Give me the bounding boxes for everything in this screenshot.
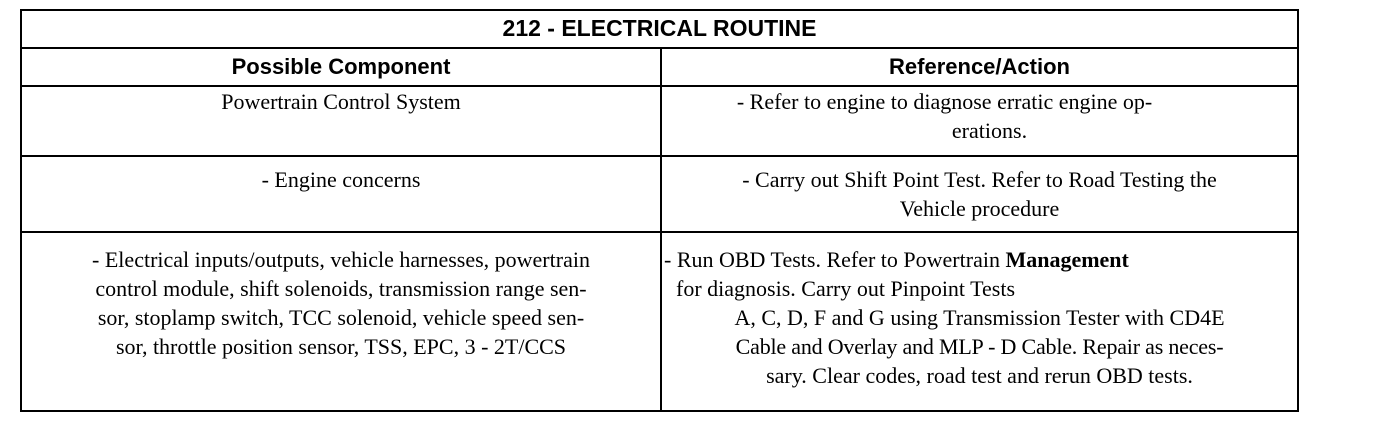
action-line: Vehicle procedure	[899, 196, 1060, 222]
component-line: - Engine concerns	[261, 167, 421, 193]
action-line: erations.	[951, 117, 1028, 143]
component-line: sor, stoplamp switch, TCC solenoid, vehicle speed sen-	[97, 305, 585, 331]
component-line: Powertrain Control System	[221, 88, 461, 114]
title-row	[21, 10, 1298, 48]
action-line: A, C, D, F and G using Transmission Tester with CD4E	[734, 305, 1225, 331]
table-title: 212 - ELECTRICAL ROUTINE	[21, 10, 1298, 48]
action-line-text: - Run OBD Tests. Refer to Powertrain	[664, 247, 1006, 273]
action-line	[662, 245, 1297, 274]
action-line-bold: Management	[1005, 247, 1129, 273]
header-possible-component: Possible Component	[21, 48, 661, 86]
table-row	[21, 86, 1298, 157]
action-line: - Refer to engine to diagnose erratic engine op-	[736, 88, 1153, 114]
action-cell	[661, 86, 1298, 157]
component-cell	[21, 86, 661, 157]
component-line: sor, throttle position sensor, TSS, EPC, 3 - 2T/CCS	[115, 334, 567, 360]
electrical-routine-table	[20, 9, 1299, 412]
table-row	[21, 232, 1298, 411]
action-line: for diagnosis. Carry out Pinpoint Tests	[676, 276, 1016, 302]
action-cell	[661, 156, 1298, 232]
component-cell	[21, 232, 661, 411]
component-line: control module, shift solenoids, transmission range sen-	[95, 276, 587, 302]
header-reference-action: Reference/Action	[661, 48, 1298, 86]
action-line: - Carry out Shift Point Test. Refer to Road Testing the	[742, 167, 1217, 193]
component-line: - Electrical inputs/outputs, vehicle harnesses, powertrain	[92, 247, 590, 273]
header-row	[21, 48, 1298, 86]
action-line: Cable and Overlay and MLP - D Cable. Repair as neces-	[735, 334, 1224, 360]
action-line: sary. Clear codes, road test and rerun OBD tests.	[766, 363, 1193, 389]
table-row	[21, 156, 1298, 232]
action-cell	[661, 232, 1298, 411]
component-cell	[21, 156, 661, 232]
